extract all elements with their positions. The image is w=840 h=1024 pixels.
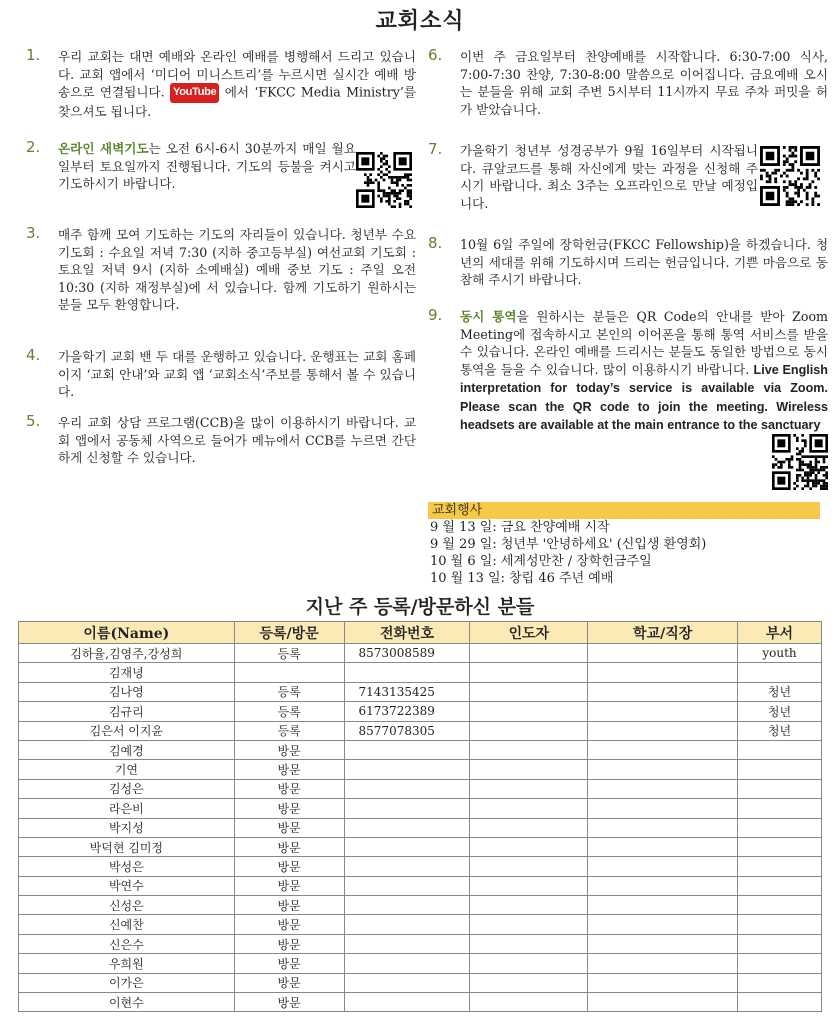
phone-cell [344, 993, 470, 1012]
column-header-department: 부서 [738, 622, 822, 644]
column-header-guide: 인도자 [470, 622, 588, 644]
event-line: 9 월 13 일: 금요 찬양예배 시작 [430, 520, 610, 535]
name-cell: 김규리 [19, 702, 235, 721]
phone-cell [344, 896, 470, 915]
guide-cell [470, 799, 588, 818]
table-row [19, 915, 822, 934]
phone-cell: 8577078305 [344, 721, 470, 740]
qr-code-icon[interactable] [772, 434, 828, 490]
status-cell: 방문 [234, 779, 344, 798]
table-row [19, 740, 822, 759]
department-cell [738, 663, 822, 682]
announcement-text: 우리 교회 상담 프로그램(CCB)을 많이 이용하시기 바랍니다. 교회 앱에서 공동체 사역으로 들어가 메뉴에서 CCB를 누르면 간단하게 신청할 수 있습니다. [58, 415, 416, 465]
school-work-cell [588, 876, 738, 895]
phone-cell [344, 779, 470, 798]
name-cell: 김나영 [19, 682, 235, 701]
department-cell [738, 876, 822, 895]
guide-cell [470, 682, 588, 701]
announcement-text: 에서 ‘FKCC Media Ministry’를 찾으셔도 됩니다. [58, 84, 417, 119]
name-cell: 신은수 [19, 934, 235, 953]
table-row [19, 973, 822, 992]
school-work-cell [588, 682, 738, 701]
announcement-5 [26, 414, 416, 467]
guide-cell [470, 993, 588, 1012]
announcement-text: 가을학기 청년부 성경공부가 9월 16일부터 시작됩니다. 큐알코드를 통해 자신에게 맞는 과정을 신청해 주시기 바랍니다. 최소 3주는 오프라인으로 만날 예정입니다. [460, 143, 758, 211]
announcement-number: 9. [428, 306, 443, 324]
status-cell: 등록 [234, 644, 344, 663]
status-cell: 등록 [234, 682, 344, 701]
department-cell [738, 915, 822, 934]
column-header-phone: 전화번호 [344, 622, 470, 644]
department-cell: 청년 [738, 721, 822, 740]
department-cell [738, 896, 822, 915]
announcement-text: 이번 주 금요일부터 찬양예배를 시작합니다. 6:30-7:00 식사, 7:00-7:30 찬양, 7:30-8:00 말씀으로 이어집니다. 금요예배 오시는 분들을 위해 교회 주변 5시부터 11시까지 무료 주차 퍼밋을 허가 받았습니다. [460, 49, 828, 117]
announcement-4 [26, 348, 416, 414]
department-cell [738, 818, 822, 837]
guide-cell [470, 954, 588, 973]
school-work-cell [588, 818, 738, 837]
announcement-number: 5. [26, 412, 41, 430]
table-row [19, 682, 822, 701]
school-work-cell [588, 740, 738, 759]
announcement-highlight: 동시 통역 [460, 309, 517, 324]
left-column [26, 48, 416, 467]
guide-cell [470, 818, 588, 837]
status-cell: 방문 [234, 993, 344, 1012]
school-work-cell [588, 993, 738, 1012]
table-header-row [19, 622, 822, 644]
name-cell: 라은비 [19, 799, 235, 818]
events-heading: 교회행사 [428, 502, 820, 519]
announcement-number: 6. [428, 46, 443, 64]
announcement-number: 1. [26, 46, 41, 64]
guide-cell [470, 896, 588, 915]
table-row [19, 837, 822, 856]
school-work-cell [588, 896, 738, 915]
youtube-logo: YouTube [170, 83, 219, 103]
guide-cell [470, 663, 588, 682]
name-cell: 신성은 [19, 896, 235, 915]
school-work-cell [588, 915, 738, 934]
table-row [19, 954, 822, 973]
registration-title: 지난 주 등록/방문하신 분들 [305, 596, 535, 618]
status-cell: 방문 [234, 857, 344, 876]
status-cell: 방문 [234, 818, 344, 837]
status-cell: 방문 [234, 799, 344, 818]
page-title: 교회소식 [375, 8, 465, 34]
guide-cell [470, 837, 588, 856]
table-row [19, 760, 822, 779]
table-row [19, 993, 822, 1012]
announcement-text: 10월 6일 주일에 장학헌금(FKCC Fellowship)을 하겠습니다. 청년의 세대를 위해 기도하시며 드리는 헌금입니다. 기쁜 마음으로 동참해 주시기 바랍니다. [460, 237, 828, 287]
guide-cell [470, 973, 588, 992]
status-cell: 방문 [234, 876, 344, 895]
event-line: 10 월 13 일: 창립 46 주년 예배 [430, 571, 614, 586]
announcement-text: 는 오전 6시-6시 30분까지 매일 월요일부터 토요일까지 진행됩니다. 기도의 등불을 켜시고 기도하시기 바랍니다. [58, 141, 357, 191]
column-header-school-work: 학교/직장 [588, 622, 738, 644]
status-cell: 등록 [234, 721, 344, 740]
name-cell: 박연수 [19, 876, 235, 895]
table-row [19, 857, 822, 876]
announcement-7 [428, 142, 828, 236]
phone-cell: 8573008589 [344, 644, 470, 663]
announcement-text: 우리 교회는 대면 예배와 온라인 예배를 병행해서 드리고 있습니다. 교회 앱에서 ‘미디어 미니스트리’를 누르시면 실시간 예배 방송으로 연결됩니다. [58, 49, 416, 100]
announcement-number: 7. [428, 140, 443, 158]
school-work-cell [588, 954, 738, 973]
announcement-1 [26, 48, 416, 140]
department-cell [738, 993, 822, 1012]
name-cell: 김은서 이지윤 [19, 721, 235, 740]
announcement-text: 가을학기 교회 밴 두 대를 운행하고 있습니다. 운행표는 교회 홈페이지 ‘교회 안내’와 교회 앱 ‘교회소식’주보를 통해서 볼 수 있습니다. [58, 349, 416, 399]
church-events [428, 502, 820, 587]
guide-cell [470, 779, 588, 798]
announcement-9 [428, 308, 828, 435]
phone-cell [344, 915, 470, 934]
name-cell: 김예경 [19, 740, 235, 759]
name-cell: 박덕현 김미정 [19, 837, 235, 856]
name-cell: 이현수 [19, 993, 235, 1012]
school-work-cell [588, 779, 738, 798]
announcement-highlight: 온라인 새벽기도 [58, 141, 149, 156]
status-cell [234, 663, 344, 682]
department-cell [738, 973, 822, 992]
guide-cell [470, 644, 588, 663]
announcement-3 [26, 226, 416, 348]
name-cell: 김하율,김영주,강성희 [19, 644, 235, 663]
announcement-8 [428, 236, 828, 308]
school-work-cell [588, 973, 738, 992]
table-row [19, 876, 822, 895]
school-work-cell [588, 702, 738, 721]
name-cell: 신예찬 [19, 915, 235, 934]
status-cell: 방문 [234, 896, 344, 915]
department-cell [738, 954, 822, 973]
announcement-text: 매주 함께 모여 기도하는 기도의 자리들이 있습니다. 청년부 수요 기도회 : 수요일 저녁 7:30 (지하 중고등부실) 여선교회 기도회 : 토요일 저녁 9시 (지하 소예배실) 예배 중보 기도 : 주일 오전 10:30 (지하 재정부실)에 서 있습니다. 함께 기도하기 원하시는 분들 모두 환영합니다. [58, 227, 416, 312]
announcement-number: 4. [26, 346, 41, 364]
announcement-number: 2. [26, 138, 41, 156]
status-cell: 방문 [234, 973, 344, 992]
department-cell [738, 799, 822, 818]
guide-cell [470, 915, 588, 934]
status-cell: 방문 [234, 837, 344, 856]
announcement-number: 3. [26, 224, 41, 242]
department-cell [738, 760, 822, 779]
guide-cell [470, 876, 588, 895]
school-work-cell [588, 857, 738, 876]
phone-cell [344, 818, 470, 837]
name-cell: 김재녕 [19, 663, 235, 682]
name-cell: 우희원 [19, 954, 235, 973]
table-row [19, 702, 822, 721]
announcement-6 [428, 48, 828, 142]
table-row [19, 799, 822, 818]
school-work-cell [588, 934, 738, 953]
guide-cell [470, 721, 588, 740]
phone-cell: 7143135425 [344, 682, 470, 701]
registration-table [18, 621, 822, 1012]
qr-code-icon[interactable] [356, 152, 412, 208]
status-cell: 등록 [234, 702, 344, 721]
event-line: 9 월 29 일: 청년부 '안녕하세요' (신입생 환영회) [430, 537, 707, 552]
department-cell: 청년 [738, 682, 822, 701]
table-row [19, 818, 822, 837]
school-work-cell [588, 663, 738, 682]
guide-cell [470, 934, 588, 953]
school-work-cell [588, 799, 738, 818]
phone-cell [344, 837, 470, 856]
table-row [19, 896, 822, 915]
phone-cell [344, 799, 470, 818]
phone-cell [344, 760, 470, 779]
department-cell [738, 857, 822, 876]
school-work-cell [588, 721, 738, 740]
english-interpretation-note: Live English interpretation for today’s service is available via Zoom. Please scan the QR code to join the meeting. Wireless headsets are available at the main entrance to the sanctuary [460, 362, 828, 432]
name-cell: 이가은 [19, 973, 235, 992]
table-row [19, 721, 822, 740]
column-header-status: 등록/방문 [234, 622, 344, 644]
table-row [19, 663, 822, 682]
phone-cell [344, 973, 470, 992]
department-cell [738, 934, 822, 953]
event-line: 10 월 6 일: 세계성만찬 / 장학헌금주일 [430, 554, 652, 569]
status-cell: 방문 [234, 954, 344, 973]
school-work-cell [588, 644, 738, 663]
name-cell: 박성은 [19, 857, 235, 876]
announcement-number: 8. [428, 234, 443, 252]
department-cell: 청년 [738, 702, 822, 721]
phone-cell: 6173722389 [344, 702, 470, 721]
phone-cell [344, 740, 470, 759]
name-cell: 김성은 [19, 779, 235, 798]
table-row [19, 779, 822, 798]
guide-cell [470, 702, 588, 721]
announcement-text: 을 원하시는 분들은 QR Code의 안내를 받아 Zoom Meeting에 접속하시고 본인의 이어폰을 통해 통역 서비스를 받을 수 있습니다. 온라인 예배를 드리시는 분들도 동일한 방법으로 동시 통역을 들을 수 있습니다. 많이 이용하시기 바랍니다. [460, 309, 828, 377]
announcement-2 [26, 140, 416, 226]
phone-cell [344, 663, 470, 682]
phone-cell [344, 857, 470, 876]
table-row [19, 934, 822, 953]
table-row [19, 644, 822, 663]
phone-cell [344, 954, 470, 973]
phone-cell [344, 934, 470, 953]
school-work-cell [588, 837, 738, 856]
status-cell: 방문 [234, 915, 344, 934]
department-cell: youth [738, 644, 822, 663]
guide-cell [470, 740, 588, 759]
name-cell: 기연 [19, 760, 235, 779]
guide-cell [470, 857, 588, 876]
right-column [428, 48, 828, 435]
status-cell: 방문 [234, 934, 344, 953]
column-header-name: 이름(Name) [19, 622, 235, 644]
name-cell: 박지성 [19, 818, 235, 837]
guide-cell [470, 760, 588, 779]
qr-code-icon[interactable] [760, 146, 820, 206]
department-cell [738, 740, 822, 759]
status-cell: 방문 [234, 740, 344, 759]
department-cell [738, 779, 822, 798]
school-work-cell [588, 760, 738, 779]
status-cell: 방문 [234, 760, 344, 779]
department-cell [738, 837, 822, 856]
phone-cell [344, 876, 470, 895]
